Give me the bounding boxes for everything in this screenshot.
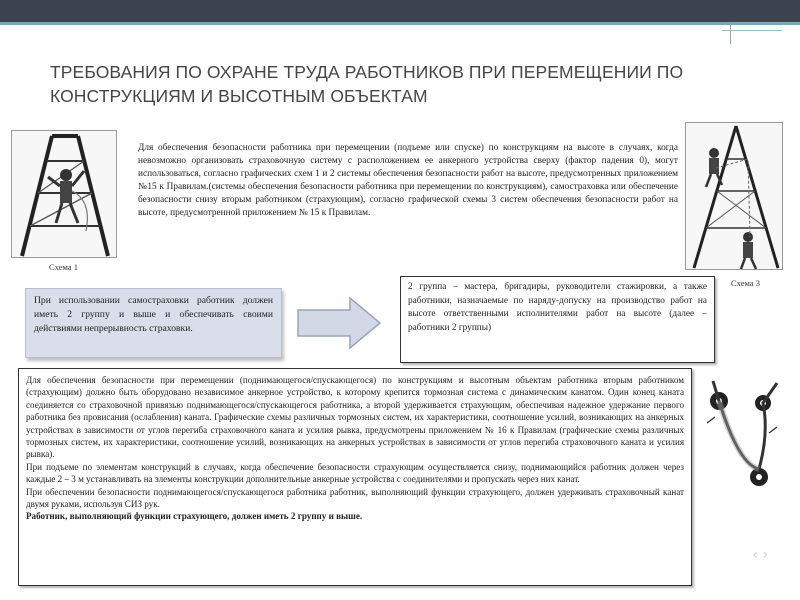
belay-requirements <box>18 368 692 586</box>
belay-paragraph-4: Работник, выполняющий функции страхующего, должен иметь 2 группу и выше. <box>26 511 363 522</box>
scheme1-caption: Схема 1 <box>49 262 78 272</box>
scheme3-caption: Схема 3 <box>731 278 760 288</box>
worker-climbing-illustration <box>685 122 783 270</box>
rope-brake-diagram <box>699 373 786 495</box>
top-accent-line <box>0 22 800 25</box>
top-banner <box>0 0 800 22</box>
belay-paragraph-1: Для обеспечения безопасности при перемещении (поднимающегося/спускающегося) по конструкциям и высотным объектам работника вторым работником (страхующим) должно быть оборудовано независимое анкерное устройство, к которому крепится тормозная система с динамическим канатом. Один конец каната соединяется со страховочной привязью поднимающегося/спускающегося работника, а второй удерживается страхующим, обеспечивая надежное удержание первого работника без провисания (ослабления) каната. Графические схемы различных тормозных систем, их характеристики, соотношение усилий, возникающих на анкерных устройствах в зависимости от углов перегиба страховочного каната и усилия рывка, предусмотрены приложением № 16 к Правилам (графические схемы различных тормозных систем, их характеристики, соотношение усилий, возникающих на анкерных устройствах в зависимости от углов перегиба страховочного каната и усилия рывка). <box>26 375 684 460</box>
slide-nav-arrows: ‹ › <box>752 547 768 563</box>
belay-paragraph-2: При подъеме по элементам конструкций в случаях, когда обеспечение безопасности страхующим осуществляется снизу, поднимающийся работник должен через каждые 2 – 3 м устанавливать на элементы конструкции дополнительные анкерные устройства с соединителями и пропускать через них канат. <box>26 461 684 485</box>
right-arrow-icon <box>296 296 382 350</box>
group2-definition: 2 группа – мастера, бригадиры, руководители стажировки, а также работники, назначаемые по наряду-допуску на производство работ на высоте ответственными исполнителями работ на высоте (далее – работники 2 группы) <box>400 276 715 363</box>
belay-paragraph-3: При обеспечении безопасности поднимающегося/спускающегося работника работник, выполняющий функции страхующего, должен удерживать страховочный канат двумя руками, используя СИЗ рук. <box>26 486 684 510</box>
intro-paragraph: Для обеспечения безопасности работника при перемещении (подъеме или спуске) по конструкциям на высоте в случаях, когда невозможно организовать страховочную систему с расположением ее анкерного устройства сверху (фактор падения 0), могут использоваться, согласно графических схем 1 и 2 системы обеспечения безопасности работ на высоте, предусмотренных приложением №15 к Правилам.(системы обеспечения безопасности работника при перемещении по конструкциям), самостраховка или обеспечение безопасности снизу вторым работником (страхующим), согласно графической схемы 3 систем обеспечения безопасности работ на высоте, предусмотренной приложением № 15 к Правилам. <box>138 143 678 218</box>
self-belay-note: При использовании самостраховки работник должен иметь 2 группу и выше и обеспечивать своими действиями непрерывность страховки. <box>25 288 282 358</box>
slide-title: ТРЕБОВАНИЯ ПО ОХРАНЕ ТРУДА РАБОТНИКОВ ПРИ ПЕРЕМЕЩЕНИИ ПО КОНСТРУКЦИЯМ И ВЫСОТНЫМ ОБЪЕКТАМ <box>50 62 684 106</box>
worker-tower-illustration <box>11 130 117 258</box>
corner-decoration-line <box>722 30 782 48</box>
